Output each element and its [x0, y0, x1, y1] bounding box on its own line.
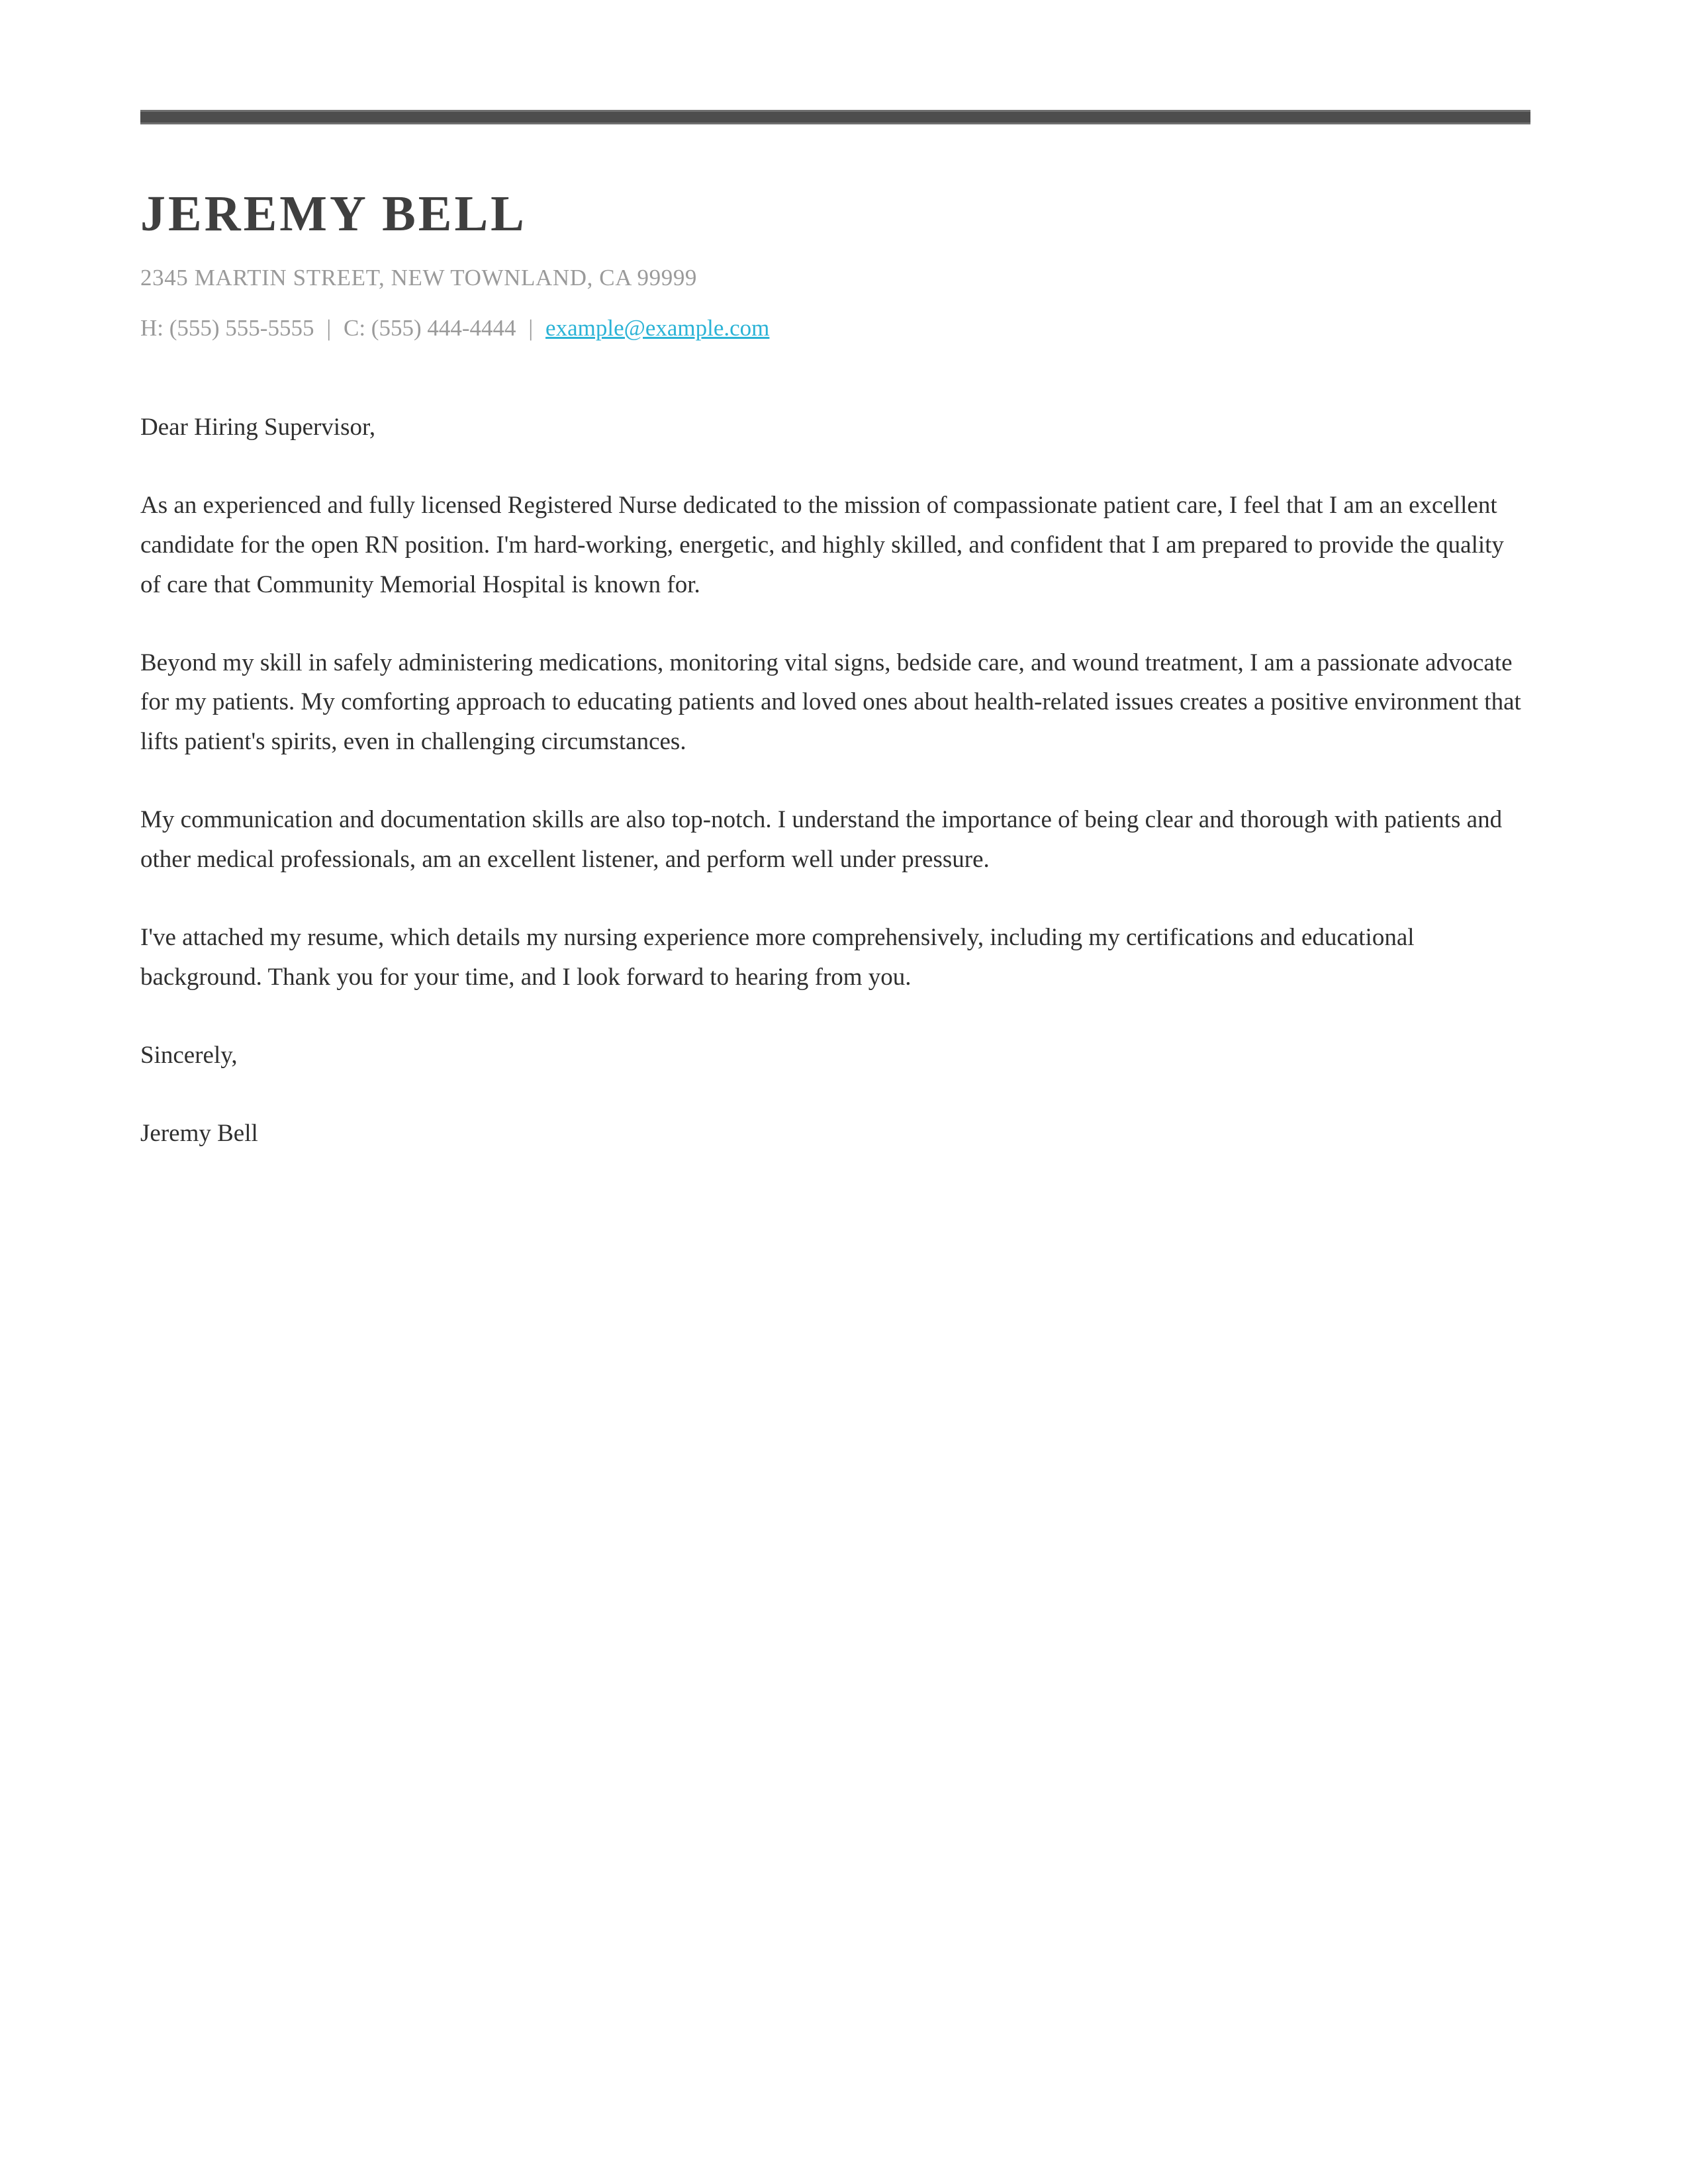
letter-body — [140, 408, 1527, 1154]
letter-content — [140, 0, 1545, 1154]
contact-line — [140, 315, 1545, 341]
home-phone: H: (555) 555-5555 — [140, 314, 314, 341]
header-divider-rule — [140, 110, 1530, 124]
cell-phone: C: (555) 444-4444 — [343, 314, 516, 341]
closing: Sincerely, — [140, 1042, 238, 1069]
paragraph-2: Beyond my skill in safely administering medications, monitoring vital signs, bedside care, and wound treatment, I am a passionate advocate for my patients. My comforting approach to educating patients and loved ones about health-related issues creates a positive environment that lifts patient's spirits, even in challenging circumstances. — [140, 649, 1521, 756]
signature-name: Jeremy Bell — [140, 1120, 258, 1148]
email-link[interactable]: example@example.com — [545, 314, 770, 341]
paragraph-3: My communication and documentation skills are also top-notch. I understand the importance of being clear and thorough with patients and other medical professionals, am an excellent listener, and perform well under pressure. — [140, 806, 1503, 874]
paragraph-4: I've attached my resume, which details my nursing experience more comprehensively, including my certifications and educational background. Thank you for your time, and I look forward to hearing from you. — [140, 924, 1415, 991]
contact-separator: | — [326, 314, 332, 341]
page-title: JEREMY BELL — [140, 186, 527, 242]
salutation: Dear Hiring Supervisor, — [140, 413, 376, 441]
contact-separator: | — [528, 314, 534, 341]
address-line: 2345 MARTIN STREET, NEW TOWNLAND, CA 99999 — [140, 264, 698, 291]
paragraph-1: As an experienced and fully licensed Registered Nurse dedicated to the mission of compassionate patient care, I feel that I am an excellent candidate for the open RN position. I'm hard-working, energetic, and highly skilled, and confident that I am prepared to provide the quality of care that Community Memorial Hospital is known for. — [140, 491, 1504, 598]
